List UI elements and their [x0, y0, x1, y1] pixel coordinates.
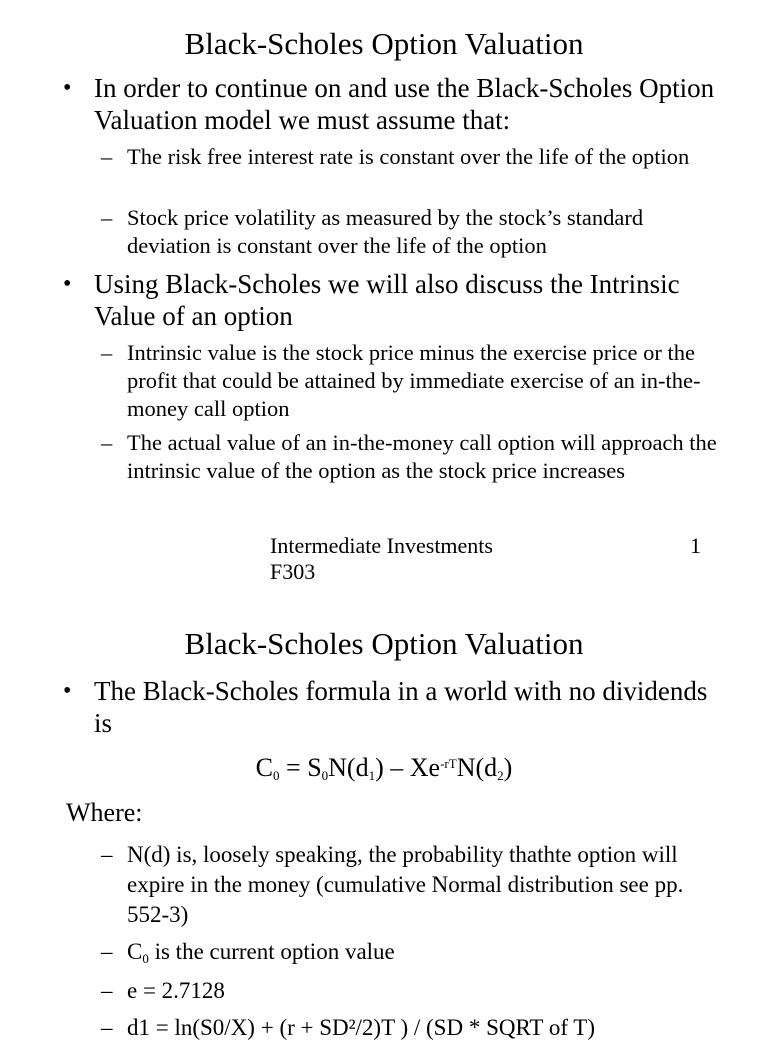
sub-bullet-c0 — [101, 938, 728, 973]
bullet-text: The Black-Scholes formula in a world with no dividends is — [94, 676, 708, 738]
bullet-intrinsic — [63, 268, 728, 332]
sub-bullet-d1 — [101, 1014, 728, 1042]
sub-bullet-text: is the current option value — [154, 939, 395, 964]
sub-bullet-text: e = 2.7128 — [127, 978, 225, 1003]
sub-bullet-text: The actual value of an in-the-money call option will approach the intrinsic value of the option as the stock price increases — [127, 430, 717, 483]
bullet-text: Using Black-Scholes we will also discuss the Intrinsic Value of an option — [94, 269, 680, 331]
bullet-dot: • — [63, 678, 72, 704]
sub-bullet-risk-free — [101, 143, 728, 171]
bullet-formula-intro — [63, 675, 728, 739]
sub-bullet-dash: – — [101, 939, 113, 964]
c0-subscript: 0 — [142, 951, 149, 966]
sub-bullet-text: N(d) is, loosely speaking, the probability thathte option will expire in the money (cumulative Normal distribution see pp. 552-3) — [127, 842, 684, 927]
sub-bullet-text: Stock price volatility as measured by the stock’s standard deviation is constant over the life of the option — [127, 205, 644, 258]
bullet-text: In order to continue on and use the Black-Scholes Option Valuation model we must assume that: — [94, 73, 715, 135]
sub-bullet-e — [101, 977, 728, 1005]
sub-bullet-dash: – — [101, 144, 113, 169]
sub-bullet-text: d1 = ln(S0/X) + (r + SD²/2)T ) / (SD * SQRT of T) — [127, 1015, 596, 1040]
sub-bullet-actual-value — [101, 429, 728, 485]
sub-bullet-intrinsic-definition — [101, 339, 728, 423]
bullet-assumptions — [63, 72, 728, 136]
where-label: Where: — [66, 798, 143, 827]
bullet-dot: • — [63, 271, 72, 297]
slide-2 — [0, 600, 768, 1040]
c0-symbol: C — [127, 939, 143, 964]
black-scholes-formula: $C_0 = S_0N(d_1) - Xe^{-rT}N(d_2)$ — [255, 753, 513, 783]
sub-bullet-text: The risk free interest rate is constant over the life of the option — [127, 144, 690, 169]
sub-bullet-dash: – — [101, 978, 113, 1003]
sub-bullet-dash: – — [101, 842, 113, 867]
slide-title: Black-Scholes Option Valuation — [184, 26, 584, 61]
page-number: 1 — [690, 533, 701, 558]
sub-bullet-dash: – — [101, 1015, 113, 1040]
sub-bullet-nd — [101, 840, 728, 930]
sub-bullet-text: Intrinsic value is the stock price minus the exercise price or the profit that could be attained by immediate exercise of an in-the-money call option — [127, 340, 701, 421]
slide-title: Black-Scholes Option Valuation — [184, 626, 584, 661]
sub-bullet-dash: – — [101, 340, 113, 365]
bullet-dot: • — [63, 75, 72, 101]
sub-bullet-dash: – — [101, 430, 113, 455]
sub-bullet-volatility — [101, 204, 728, 260]
sub-bullet-dash: – — [101, 205, 113, 230]
footer-course: Intermediate Investments F303 — [270, 533, 493, 584]
